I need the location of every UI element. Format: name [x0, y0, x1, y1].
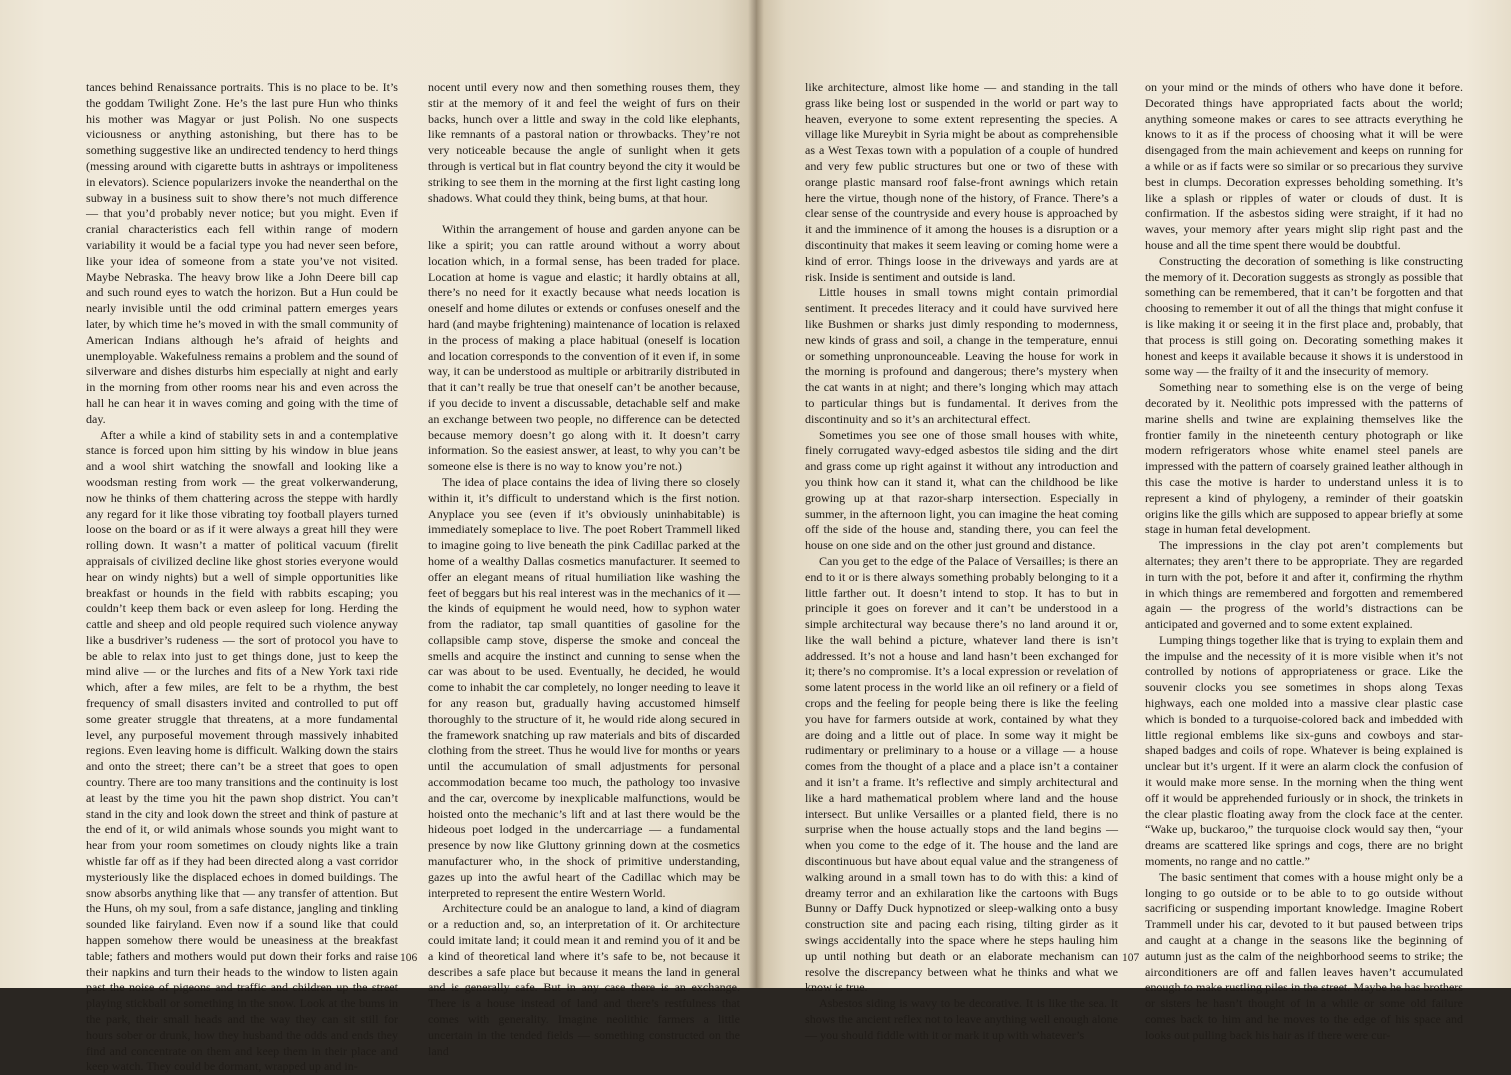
- book-gutter: [748, 0, 764, 988]
- paragraph: nocent until every now and then something rouses them, they stir at the memory of it and feel the weight of furs on their backs, hunch over a little and sway in the cold like elephants, like remnants of a pastoral nation or throwbacks. They’re not very noticeable because the angle of sunlight when it gets through is vertical but in flat country beyond the city it would be striking to see them in the morning at the first light casting long shadows. What could they think, being bums, at that hour.: [428, 80, 740, 205]
- paragraph: like architecture, almost like home — and standing in the tall grass like being lost or suspended in the world or part way to heaven, everyone to some extent representing the species. A village like Mureybit in Syria might be about as comprehensible as a West Texas town with a population of a couple of hundred and very few public structures but one or two of these with orange plastic mansard roof false-front awnings which retain here the virtue, though none of the history, of France. There’s a clear sense of the countryside and every house is approached by it and the imminence of it among the houses is a disruption or a discontinuity that makes it seem leaving or coming home were a kind of error. Things loose in the driveways and yards are at risk. Inside is sentiment and outside is land.: [805, 80, 1118, 284]
- right-page: [756, 0, 1511, 1042]
- paragraph: Something near to something else is on the verge of being decorated by it. Neolithic pots impressed with the patterns of marine shells and twine are explaining themselves like the frontier family in the nineteenth century photograph or like modern refrigerators whose white enamel steel panels are impressed with the pattern of coarsely grained leather although in this case the motive is harder to understand unless it is to represent a kind of phylogeny, a reminder of their goatskin origins like the gills which are supposed to appear briefly at some stage in human fetal development.: [1145, 380, 1463, 537]
- paragraph: Lumping things together like that is trying to explain them and the impulse and the necessity of it is more visible when it’s not controlled by notions of appropriateness or grace. Like the souvenir clocks you see sometimes in shops along Texas highways, each one molded into a massive clear plastic case which is bonded to a turquoise-colored back and imbedded with little regional emblems like six-guns and cowboys and star-shaped badges and coils of rope. Whatever is being explained is unclear but it’s urgent. If it were an alarm clock the confusion of it would make more sense. In the morning when the thing went off it would be apprehended furiously or in shock, the trinkets in the clear plastic floating away from the clock face at the center. “Wake up, buckaroo,” the turquoise clock would say then, “your dreams are scattered like springs and cogs, there are no bright moments, no range and no cattle.”: [1145, 632, 1463, 869]
- paragraph: Sometimes you see one of those small houses with white, finely corrugated wavy-edged asbestos tile siding and the dirt and grass come up right against it without any introduction and you think how can it stand it, what can the childhood be like growing up at that razor-sharp intersection. Especially in summer, in the afternoon light, you can imagine the heat coming off the side of the house and, standing there, you can feel the house on one side and on the other just ground and distance.: [805, 427, 1118, 553]
- left-page-column-1: [86, 80, 398, 1074]
- paragraph: Within the arrangement of house and garden anyone can be like a spirit; you can rattle around without a worry about location which, in a formal sense, has been traded for place. Location at home is vague and elastic; it hardly obtains at all, there’s no need for it exactly because what needs location is oneself and home dilutes or extends or confuses oneself and the hard (and maybe frightening) maintenance of location is relaxed in the process of making a place habitual (oneself is location and location corresponds to the convention of it even if, in some way, it can be understood as multiple or arbitrarily distributed in that it can’t really be true that oneself can’t be another because, if you decide to invent a discussable, detachable self and make an exchange between two people, no difference can be detected because memory doesn’t go along with it. It doesn’t carry information. So the easiest answer, at least, to why you can’t be someone else is there is no way to know you’re not.): [428, 222, 740, 474]
- right-page-column-1: [805, 80, 1118, 1042]
- page-number-right: 107: [1122, 952, 1140, 964]
- paragraph: The basic sentiment that comes with a house might only be a longing to go outside or to be able to to go outside without sacrificing or suspending important knowledge. Imagine Robert Trammell under his car, devoted to it but paused between trips and caught at a change in the seasons like the beginning of autumn just as the calm of the neighborhood seems to strike; the airconditioners are off and fallen leaves haven’t accumulated enough to make rustling piles in the street. Maybe he has brothers or sisters he hasn’t thought of in a while or some old failure comes back to him and he moves to the edge of his space and looks out pulling back his hair as if there were cur-: [1145, 869, 1463, 1042]
- paragraph: Constructing the decoration of something is like constructing the memory of it. Decoration suggests as strongly as possible that something can be remembered, that it can’t be forgotten and that choosing to remember it out of all the things that might confuse it is like making it or seeing it in the first place and, probably, that that process is still going on. Decorating something makes it honest and keeps it available because it shows it is understood in some way — the frailty of it and the insecurity of memory.: [1145, 253, 1463, 379]
- paragraph: Can you get to the edge of the Palace of Versailles; is there an end to it or is there always something probably belonging to it a little farther out. It doesn’t intend to stop. It has to but in principle it goes on forever and it can’t be understood in a simple architectural way because there’s no land around it or, like the wall behind a picture, whatever land there is isn’t addressed. It’s not a house and land hasn’t been exchanged for it; there’s no compromise. It’s a local expression or revelation of some latent process in the world like an oil refinery or a field of crops and the feeling for people being there is like the feeling you have for farmers outside at work, contained by what they are doing and a little out of place. In some way it might be rudimentary or preliminary to a house or a village — a house comes from the thought of a place and a place isn’t a container and it isn’t a frame. It’s reflective and simply architectural and like a hard mathematical problem where land and the house intersect. But unlike Versailles or a planted field, there is no surprise when the house actually stops and the land begins — when you come to the edge of it. The house and the land are discontinuous but have about equal value and the strangeness of walking around in a small town has to do with this: a kind of dreamy terror and an exhilaration like the cartoons with Bugs Bunny or Daffy Duck hypnotized or sleep-walking onto a busy construction site and pacing each rising, tilting girder as it swings accidentally into the space where he steps hauling him up until nothing but death or an elaborate mechanism can resolve the discrepancy between what he thinks and what we know is true.: [805, 553, 1118, 995]
- paragraph: The idea of place contains the idea of living there so closely within it, it’s difficult to understand which is the first notion. Anyplace you see (even if it’s obviously uninhabitable) is immediately someplace to live. The poet Robert Trammell liked to imagine going to live beneath the pink Cadillac parked at the home of a wealthy Dallas cosmetics manufacturer. It seemed to offer an elegant means of ritual humiliation like washing the feet of beggars but his real interest was in the mechanics of it — the kinds of equipment he would need, how to syphon water from the radiator, tap small quantities of gasoline for the collapsible camp stove, disperse the smoke and conceal the smells and acquire the instinct and cunning to sense when the car was about to be used. Eventually, he decided, he would come to inhabit the car completely, no longer needing to leave it for any reason but, gradually having accustomed himself thoroughly to the structure of it, he would ride along secured in the framework snatching up raw materials and bits of discarded clothing from the street. Thus he would live for months or years until the accumulation of small adjustments for personal accommodation became too much, the pathology too invasive and the car, overcome by inexplicable malfunctions, would be hoisted onto the mechanic’s lift and at last there would be the hideous poet lodged in the undercarriage — a fundamental presence by now like Gluttony grinning down at the cosmetics manufacturer who, in the shock of primitive understanding, gazes up into the awful heart of the Cadillac which may be interpreted to represent the entire Western World.: [428, 474, 740, 900]
- right-page-column-2: [1145, 80, 1463, 1042]
- paragraph: on your mind or the minds of others who have done it before. Decorated things have appropriated facts about the world; anything someone makes or cares to see attracts everything he knows to it as if the process of choosing what it will be were disengaged from the main achievement and keeps on running for a while or as if facts were so similar or so precarious they survive best in clumps. Decoration expresses beholding something. It’s like a splash or ripples of water or clouds of dust. It is confirmation. If the asbestos siding were straight, if it had no waves, your memory after years might slip right past and the house and all the time spent there would be doubtful.: [1145, 80, 1463, 252]
- left-page-column-2: [428, 80, 740, 1058]
- paragraph: Little houses in small towns might contain primordial sentiment. It precedes literacy and it could have survived here like Bushmen or sharks just dimly responding to modernness, new kinds of grass and soil, a change in the temperature, ennui or something unpronounceable. Leaving the house for work in the morning is profound and dangerous; there’s mystery when the cat wants in at night; and there’s longing which may attach to particular things but is fundamental. It derives from the discontinuity and so it’s an architectural effect.: [805, 285, 1118, 426]
- left-page: [0, 0, 756, 1074]
- paragraph: Architecture could be an analogue to land, a kind of diagram or a reduction and, so, an interpretation of it. Or architecture could imitate land; it could mean it and remind you of it and be a kind of theoretical land where it’s safe to be, not because it describes a safe place but because it means the land in general and is generally safe. But in any case there is an exchange. There is a house instead of land and there’s restfulness that comes with generality. Imagine neolithic farmers a little uncertain in the tended fields — something constructed on the land: [428, 901, 740, 1058]
- paragraph: Asbestos siding is wavy to be decorative. It is like the sea. It shows the ancient reflex not to leave anything well enough alone — you should fiddle with it or mark it up with whatever’s: [805, 996, 1118, 1042]
- paragraph: After a while a kind of stability sets in and a contemplative stance is forced upon him sitting by his window in blue jeans and a wool shirt watching the snowfall and looking like a woodsman resting from work — the great volkerwanderung, now he thinks of them chattering across the steppe with hardly any regard for it like those vibrating toy football players turned loose on the board or as if it were always a great hill they were rolling down. It wasn’t a matter of political vacuum (firelit appraisals of civilized decline like ghost stories everyone would hear on windy nights) but a well of simple opportunities like breakfast or hounds in the field with rabbits escaping; you couldn’t keep them back or even asleep for long. Herding the cattle and sheep and old people required such violence anyway like a busdriver’s rudeness — the sort of protocol you have to be able to relax into just to get things done, just to keep the mind alive — or the lurches and fits of a New York taxi ride which, after a few miles, are felt to be a rhythm, the best frequency of small disasters invited and controlled to put off some greater struggle that threatens, at a more fundamental level, any purposeful movement through massively inhabited regions. Even leaving home is difficult. Walking down the stairs and onto the street; there can’t be a street that goes to open country. There are too many transitions and the continuity is lost at least by the time you hit the pawn shop district. You can’t stand in the city and look down the street and think of pasture at the end of it, or wild animals whose sounds you might want to hear from your room sometimes on cloudy nights like a train whistle far off as if they had been directed along a vast corridor mysteriously like the displaced echoes in domed buildings. The snow absorbs anything like that — any transfer of attention. But the Huns, oh my soul, from a safe distance, jangling and tinkling sounded like fairyland. Even now if a sound like that could happen somehow there would be uneasiness at the breakfast table; fathers and mothers would put down their forks and raise their napkins and turn their heads to the window to listen again past the noise of pigeons and traffic and children up the street playing stickball or something in the snow. Look at the bums in the park, their small heads and the way they can sit still for hours sober or drunk, how they husband the odds and ends they find and concentrate on them and keep them in their place and keep watch. They could be dormant, wrapped up and in-: [86, 427, 398, 1074]
- paragraph: tances behind Renaissance portraits. This is no place to be. It’s the goddam Twilight Zone. He’s the last pure Hun who thinks his mother was Magyar or just Polish. No one suspects viciousness or anything astonishing, but there has to be something suggestive like an undirected tendency to herd things (messing around with cigarette butts in ashtrays or impoliteness in elevators). Science popularizers invoke the neanderthal on the subway in a business suit to show there’s not much difference — that you’d probably never notice; but you might. Even if cranial characteristics each fell within range of modern variability it would be a facial type you had never seen before, like your idea of someone from a state you’ve not visited. Maybe Nebraska. The heavy brow like a John Deere bill cap and such round eyes to watch the horizon. But a Hun could be nearly invisible until the odd criminal pattern emerges years later, by which time he’s moved in with the small community of American Indians although he’s afraid of heights and unemployable. Wakefulness remains a problem and the sound of silverware and dishes disturbs him especially at night and early in the morning from other rooms near his and even across the hall he can hear it in waves coming and going with the time of day.: [86, 80, 398, 426]
- page-number-left: 106: [400, 952, 418, 964]
- paragraph: The impressions in the clay pot aren’t complements but alternates; they aren’t there to be appropriate. They are regarded in turn with the pot, before it and after it, confirming the rhythm in which things are remembered and forgotten and remembered again — the progress of the world’s distractions can be anticipated and governed and to some extent explained.: [1145, 538, 1463, 632]
